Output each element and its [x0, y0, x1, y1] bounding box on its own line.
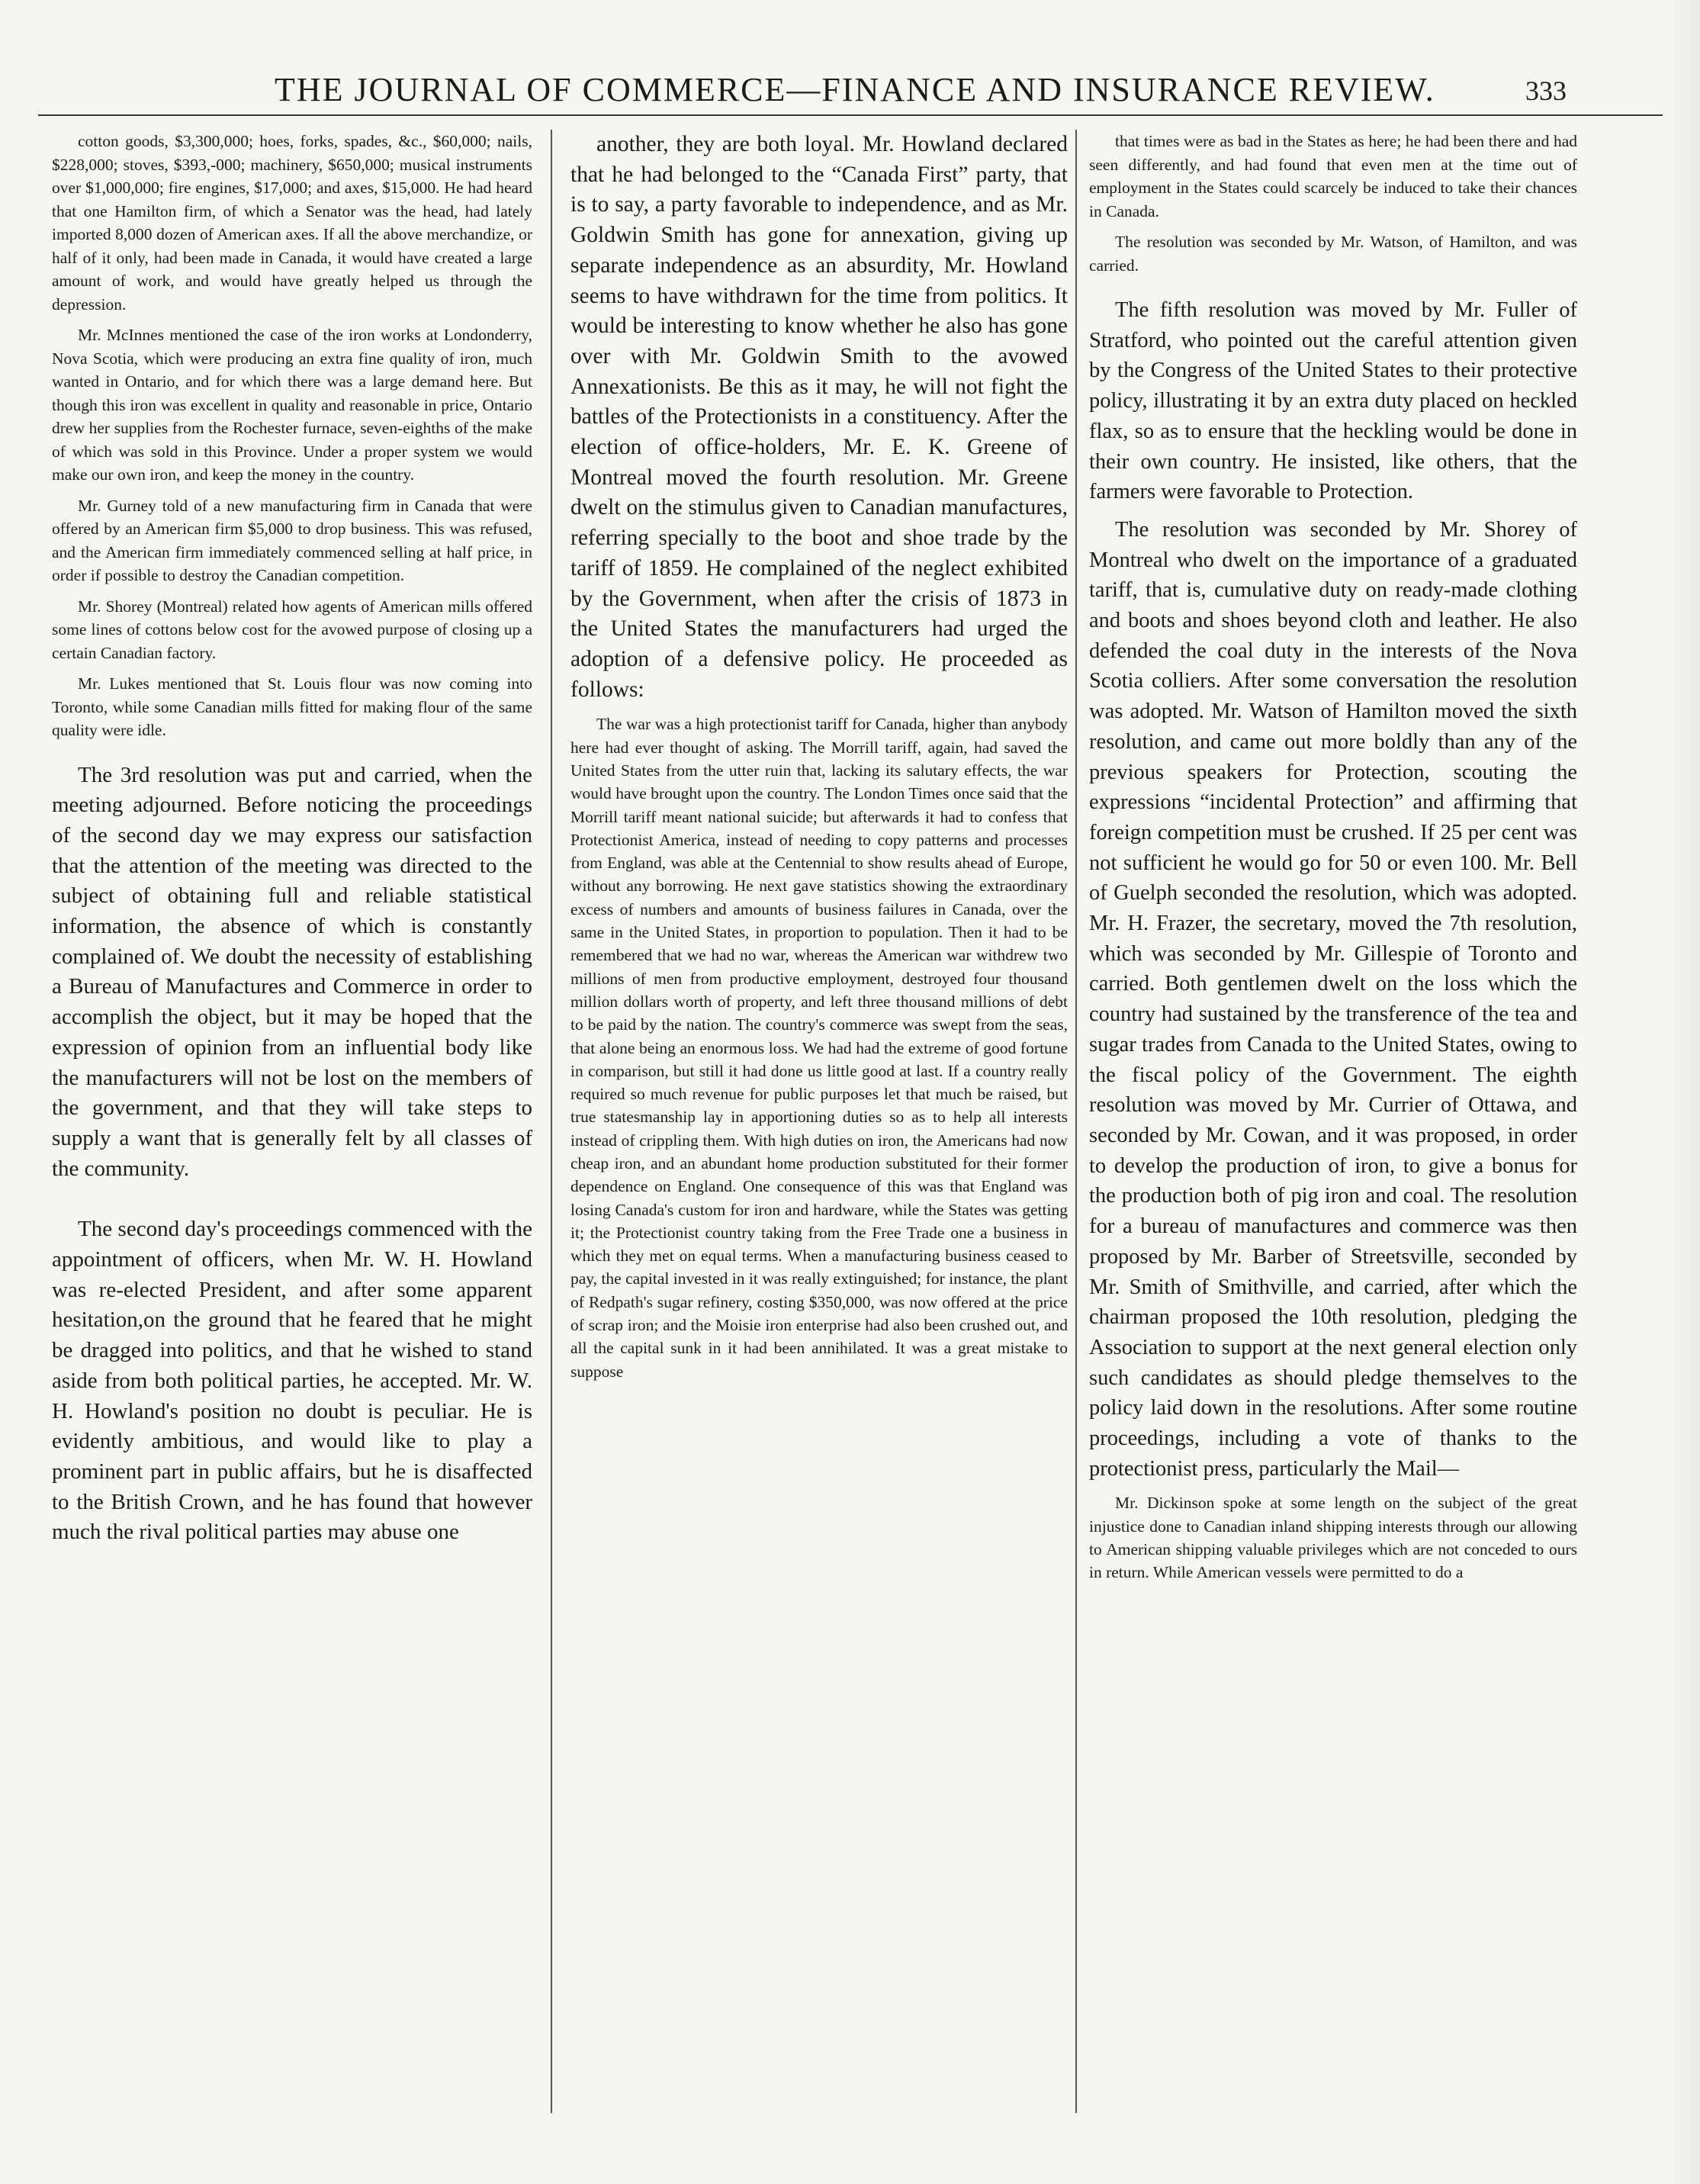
column-2 — [570, 130, 1068, 2113]
paragraph: The fifth resolution was moved by Mr. Fuller of Stratford, who pointed out the careful attention given by the Congress of the United States to their protective policy, illustrating it by an extra duty placed on heckled flax, so as to ensure that the heckling would be done in their own country. He insisted, like others, that the farmers were favorable to Protection. — [1089, 298, 1577, 504]
paragraph: The resolution was seconded by Mr. Watson, of Hamilton, and was carried. — [1089, 233, 1577, 275]
column-3 — [1089, 130, 1577, 2113]
paragraph: another, they are both loyal. Mr. Howland declared that he had belonged to the “Canada First” party, that is to say, a party favorable to independence, and as Mr. Goldwin Smith has gone for annexation, giving up separate independence as an absurdity, Mr. Howland seems to have withdrawn for the time from politics. It would be interesting to know whether he also has gone over with Mr. Goldwin Smith to the avowed Annexationists. Be this as it may, he will not fight the battles of the Protectionists in a constituency. After the election of office-holders, Mr. E. K. Greene of Montreal moved the fourth resolution. Mr. Greene dwelt on the stimulus given to Canadian manufactures, referring specially to the boot and shoe trade by the tariff of 1859. He complained of the neglect exhibited by the Government, when after the crisis of 1873 in the United States the manufacturers had urged the adoption of a defensive policy. He proceeded as follows: — [570, 132, 1068, 702]
quoted-speech: The war was a high protectionist tariff for Canada, higher than anybody here had ever thought of asking. The Morrill tariff, again, had saved the United States from the utter ruin that, lacking its salutary effects, the war would have brought upon the country. The London Times once said that the Morrill tariff meant national suicide; but afterwards it had to confess that Protectionist America, instead of needing to copy patterns and processes from England, was able at the Centennial to show results ahead of Europe, without any borrowing. He next gave statistics showing the extraordinary excess of numbers and amounts of business failures in Canada, over the same in the United States, in proportion to population. Then it had to be remembered that we had no war, whereas the American war withdrew two millions of men from productive employment, destroyed four thousand million dollars worth of property, and left three thousand millions of debt to be paid by the nation. The country's commerce was swept from the seas, that alone being an enormous loss. We had had the extreme of good fortune in comparison, but still it had done us little good at last. If a country really required so much revenue for public purposes let that much be raised, but true statesmanship lay in apportioning duties so as to help all interests instead of crippling them. With high duties on iron, the Americans had now cheap iron, and an abundant home production substituted for their former dependence on England. One consequence of this was that England was losing Canada's custom for iron and hardware, while the States was getting it; the Protectionist country taking from the Free Trade one a business in which they met on equal terms. When a manufacturing business ceased to pay, the capital invested in it was really extinguished; for instance, the plant of Redpath's sugar refinery, costing $350,000, was now offered at the price of scrap iron; and the Moisie iron enterprise had also been crushed out, and all the capital sunk in it had been annihilated. It was a great mistake to suppose — [570, 715, 1068, 1381]
paragraph: cotton goods, $3,300,000; hoes, forks, spades, &c., $60,000; nails, $228,000; stoves, $393,-000; machinery, $650,000; musical instruments over $1,000,000; fire engines, $17,000; and axes, $15,000. He had heard that one Hamilton firm, of which a Senator was the head, had lately imported 8,000 dozen of American axes. If all the above merchandize, or half of it only, had been made in Canada, it would have created a large amount of work, and would have greatly helped us through the depression. — [52, 132, 532, 314]
column-divider — [1075, 130, 1077, 2113]
paragraph: The 3rd resolution was put and carried, when the meeting adjourned. Before noticing the proceedings of the second day we may express our satisfaction that the attention of the meeting was directed to the subject of obtaining full and reliable statistical information, the absence of which is constantly complained of. We doubt the necessity of establishing a Bureau of Manufactures and Commerce in order to accomplish the object, but it may be hoped that the expression of opinion from an influential body like the manufacturers will not be lost on the members of the government, and that they will take steps to supply a want that is generally felt by all classes of the community. — [52, 762, 532, 1181]
paragraph: Mr. Shorey (Montreal) related how agents of American mills offered some lines of cottons below cost for the avowed purpose of closing up a certain Canadian factory. — [52, 597, 532, 662]
header-rule — [38, 114, 1663, 116]
column-1 — [52, 130, 532, 2113]
paragraph: The resolution was seconded by Mr. Shorey of Montreal who dwelt on the importance of a graduated tariff, that is, cumulative duty on ready-made clothing and boots and shoes beyond cloth and leather. He also defended the coal duty in the interests of the Nova Scotia colliers. After some conversation the resolution was adopted. Mr. Watson of Hamilton moved the sixth resolution, and came out more boldly than any of the previous speakers for Protection, scouting the expressions “incidental Protection” and affirming that foreign competition must be crushed. If 25 per cent was not sufficient he would go for 50 or even 100. Mr. Bell of Guelph seconded the resolution, which was adopted. Mr. H. Frazer, the secretary, moved the 7th resolution, which was seconded by Mr. Gillespie of Toronto and carried. Both gentlemen dwelt on the loss which the country had sustained by the transference of the tea and sugar trades from Canada to the United States, owing to the fiscal policy of the Government. The eighth resolution was moved by Mr. Currier of Ottawa, and seconded by Mr. Cowan, and it was proposed, in order to develop the production of iron, to give a bonus for the production both of pig iron and coal. The resolution for a bureau of manufactures and commerce was then proposed by Mr. Barber of Streetsville, seconded by Mr. Smith of Smithville, and carried, after which the chairman proposed the 10th resolution, pledging the Association to support at the next general election only such candidates as should pledge themselves to the policy laid down in the resolutions. After some routine proceedings, including a vote of thanks to the protectionist press, particularly the Mail— — [1089, 517, 1577, 1481]
running-title: THE JOURNAL OF COMMERCE—FINANCE AND INSURANCE REVIEW. — [275, 71, 1435, 108]
paragraph: Mr. Dickinson spoke at some length on the subject of the great injustice done to Canadian inland shipping interests through our allowing to American shipping valuable privileges which are not conceded to ours in return. While American vessels were permitted to do a — [1089, 1494, 1577, 1582]
page-edge-shading — [1669, 0, 1700, 2184]
page-header — [0, 70, 1700, 116]
paragraph: Mr. McInnes mentioned the case of the iron works at Londonderry, Nova Scotia, which were producing an extra fine quality of iron, much wanted in Ontario, and for which there was a large demand here. But though this iron was excellent in quality and reasonable in price, Ontario drew her supplies from the Rochester furnace, seven-eighths of the make of which was sold in this Province. Under a proper system we would make our own iron, and keep the money in the country. — [52, 326, 532, 484]
column-divider — [551, 130, 552, 2113]
page-number: 333 — [1525, 76, 1567, 106]
paragraph: Mr. Lukes mentioned that St. Louis flour was now coming into Toronto, while some Canadian mills fitted for making flour of the same quality were idle. — [52, 674, 532, 739]
paragraph: Mr. Gurney told of a new manufacturing firm in Canada that were offered by an American firm $5,000 to drop business. This was refused, and the American firm immediately commenced selling at half price, in order if possible to destroy the Canadian competition. — [52, 496, 532, 584]
paragraph: that times were as bad in the States as here; he had been there and had seen differently, and had found that even men at the time out of employment in the States could scarcely be induced to take their chances in Canada. — [1089, 132, 1577, 220]
paragraph: The second day's proceedings commenced with the appointment of officers, when Mr. W. H. Howland was re-elected President, and after some apparent hesitation,on the ground that he feared that he might be dragged into politics, and that he wished to stand aside from both political parties, he accepted. Mr. W. H. Howland's position no doubt is peculiar. He is evidently ambitious, and would like to play a prominent part in public affairs, but he is disaffected to the British Crown, and he has found that however much the rival political parties may abuse one — [52, 1217, 532, 1545]
